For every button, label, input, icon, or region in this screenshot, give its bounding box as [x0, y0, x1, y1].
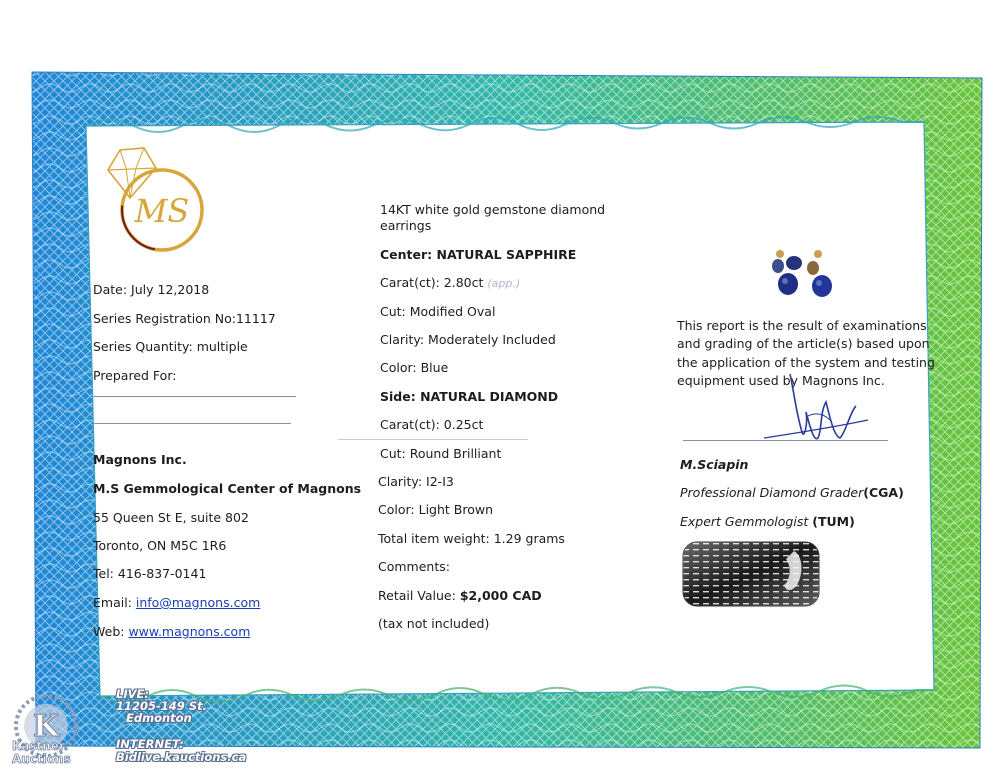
series-quantity: Series Quantity: multiple	[93, 339, 248, 354]
grader-title-1	[680, 485, 904, 501]
retail-amount: $2,000 CAD	[459, 588, 542, 603]
ms-diamond-logo	[100, 140, 210, 255]
telephone: Tel: 416-837-0141	[93, 566, 207, 581]
watermark-internet-url: Bidlive.kauctions.ca	[116, 750, 247, 764]
prepared-for-line-1	[93, 396, 296, 397]
side-color: Color: Light Brown	[378, 502, 494, 517]
center-stone-heading: Center: NATURAL SAPPHIRE	[380, 247, 577, 262]
watermark-live-label: LIVE:	[116, 687, 149, 701]
web-label: Web:	[93, 624, 129, 639]
address-line-2: Toronto, ON M5C 1R6	[93, 538, 227, 553]
prepared-for-line-2	[93, 423, 291, 424]
signature-line	[683, 440, 888, 441]
brand-line-2: Auctions	[12, 752, 71, 766]
kastner-auctions-logo	[6, 690, 116, 766]
watermark-live-address-2: Edmonton	[126, 711, 192, 725]
grader-name: M.Sciapin	[680, 457, 749, 472]
center-clarity: Clarity: Moderately Included	[380, 332, 556, 347]
total-weight: Total item weight: 1.29 grams	[378, 531, 565, 546]
center-carat	[380, 275, 520, 292]
retail-label: Retail Value:	[378, 588, 460, 603]
item-description-line-2: earrings	[380, 218, 432, 233]
comments-label: Comments:	[378, 559, 450, 574]
item-description-line-1: 14KT white gold gemstone diamond	[380, 202, 606, 217]
prepared-for-label: Prepared For:	[93, 368, 177, 383]
date: Date: July 12,2018	[93, 282, 210, 297]
company-name: Magnons Inc.	[93, 452, 187, 467]
report-text-line-4: equipment used by Magnons Inc.	[677, 373, 885, 388]
center-cut: Cut: Modified Oval	[380, 304, 496, 319]
email-label: Email:	[93, 595, 136, 610]
address-line-1: 55 Queen St E, suite 802	[93, 510, 249, 525]
svg-text:K: K	[32, 709, 60, 744]
side-cut: Cut: Round Brilliant	[380, 446, 502, 461]
logo-text: MS	[134, 192, 190, 230]
web-link[interactable]: www.magnons.com	[128, 624, 251, 639]
watermark-internet-label: INTERNET:	[116, 737, 184, 751]
center-color: Color: Blue	[380, 360, 449, 375]
side-carat: Carat(ct): 0.25ct	[380, 417, 484, 432]
web-row	[93, 624, 250, 640]
center-carat-value: Carat(ct): 2.80ct	[380, 275, 484, 290]
side-clarity: Clarity: I2-I3	[378, 474, 454, 489]
retail-value	[378, 588, 542, 604]
grader-title-2-cert: (TUM)	[812, 514, 855, 529]
report-text-line-2: and grading of the article(s) based upon	[677, 336, 930, 351]
grader-title-1-text: Professional Diamond Grader	[680, 485, 864, 500]
brand-line-1: Kastner	[12, 739, 65, 753]
side-stone-heading: Side: NATURAL DIAMOND	[380, 389, 559, 404]
report-text-line-3: the application of the system and testing	[677, 355, 935, 370]
grader-signature	[760, 372, 870, 450]
series-registration: Series Registration No:11117	[93, 311, 276, 326]
email-row	[93, 595, 260, 611]
center-carat-note: (app.)	[487, 277, 521, 290]
divider-line	[338, 439, 528, 440]
email-link[interactable]: info@magnons.com	[135, 595, 261, 610]
report-text-line-1: This report is the result of examinations	[677, 318, 927, 333]
grader-title-1-cert: (CGA)	[863, 485, 904, 500]
center-name: M.S Gemmological Center of Magnons	[93, 481, 362, 496]
grader-title-2-text: Expert Gemmologist	[680, 514, 813, 529]
security-seal	[682, 541, 820, 607]
earrings-photo	[758, 248, 848, 304]
watermark-live-address-1: 11205-149 St.	[116, 699, 207, 713]
tax-note: (tax not included)	[378, 616, 490, 631]
grader-title-2	[680, 514, 855, 530]
